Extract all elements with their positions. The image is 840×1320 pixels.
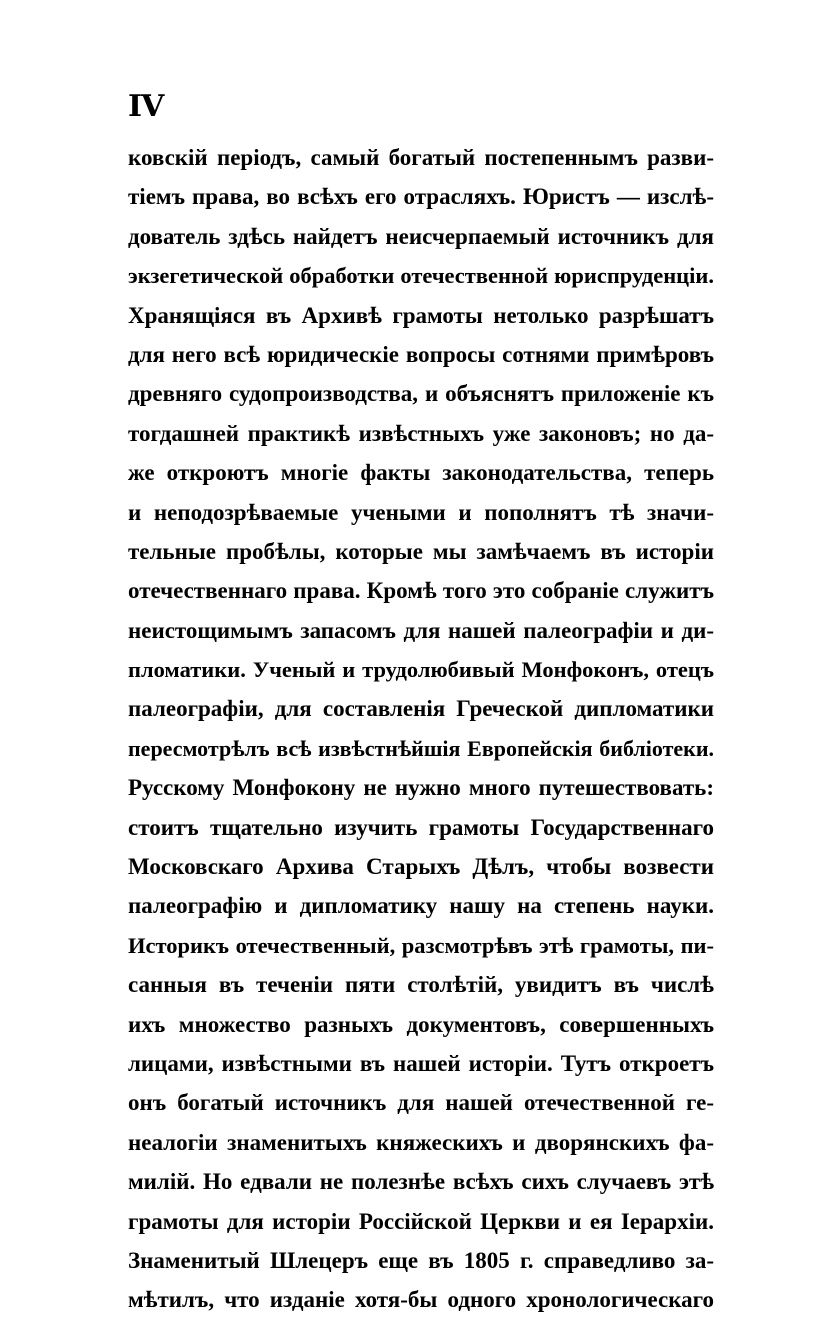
text-line: Историкъ отечественный, разсмотрѣвъ этѣ грамоты, пи-: [128, 932, 714, 958]
page-number: IV: [128, 89, 164, 124]
text-line: пломатики. Ученый и трудолюбивый Монфоконъ, отецъ: [128, 657, 714, 683]
text-line: онъ богатый источникъ для нашей отечественной ге-: [128, 1090, 714, 1116]
text-line: ихъ множество разныхъ документовъ, совершенныхъ: [128, 1011, 714, 1037]
text-line: палеографіи, для составленія Греческой дипломатики: [128, 696, 714, 722]
text-line: санныя въ теченіи пяти столѣтій, увидитъ въ числѣ: [128, 972, 714, 998]
text-line: и неподозрѣваемые учеными и пополнятъ тѣ значи-: [128, 499, 714, 525]
text-line: ковскій періодъ, самый богатый постепеннымъ разви-: [128, 145, 714, 170]
text-line: экзегетической обработки отечественной юриспруденціи.: [128, 263, 714, 289]
text-line: же откроютъ многіе факты законодательства, теперь: [128, 460, 714, 486]
text-line: для него всѣ юридическіе вопросы сотнями примѣровъ: [128, 341, 714, 367]
text-line: неистощимымъ запасомъ для нашей палеографіи и ди-: [128, 617, 714, 643]
text-line: мѣтилъ, что изданіе хотя-бы одного хронологическаго: [128, 1287, 714, 1313]
text-line: Русскому Монфокону не нужно много путешествовать:: [128, 775, 714, 801]
text-line: тогдашней практикѣ извѣстныхъ уже законовъ; но да-: [128, 420, 714, 446]
text-line: грамоты для исторіи Россійской Церкви и ея Іерархіи.: [128, 1208, 714, 1234]
text-line: отечественнаго права. Кромѣ того это собраніе служитъ: [128, 578, 714, 604]
text-line: тельные пробѣлы, которые мы замѣчаемъ въ исторіи: [128, 538, 714, 564]
text-line: стоитъ тщательно изучить грамоты Государственнаго: [128, 814, 714, 840]
text-line: Московскаго Архива Старыхъ Дѣлъ, чтобы возвести: [128, 854, 714, 880]
text-line: палеографію и дипломатику нашу на степень науки.: [128, 893, 714, 919]
text-line: неалогіи знаменитыхъ княжескихъ и дворянскихъ фа-: [128, 1129, 714, 1155]
text-line: древняго судопроизводства, и объяснятъ приложеніе къ: [128, 381, 714, 407]
text-line: дователь здѣсь найдетъ неисчерпаемый источникъ для: [128, 223, 714, 249]
text-line: тіемъ права, во всѣхъ его отрасляхъ. Юристъ — изслѣ-: [128, 184, 714, 210]
text-line: лицами, извѣстными въ нашей исторіи. Тутъ откроетъ: [128, 1050, 714, 1076]
text-line: Хранящіяся въ Архивѣ грамоты нетолько разрѣшатъ: [128, 302, 714, 328]
text-line: пересмотрѣлъ всѣ извѣстнѣйшія Европейскія библіотеки.: [128, 735, 714, 761]
text-line: Знаменитый Шлецеръ еще въ 1805 г. справедливо за-: [128, 1247, 714, 1273]
text-line: милій. Но едвали не полезнѣе всѣхъ сихъ случаевъ этѣ: [128, 1169, 714, 1195]
body-text: [128, 138, 714, 1320]
